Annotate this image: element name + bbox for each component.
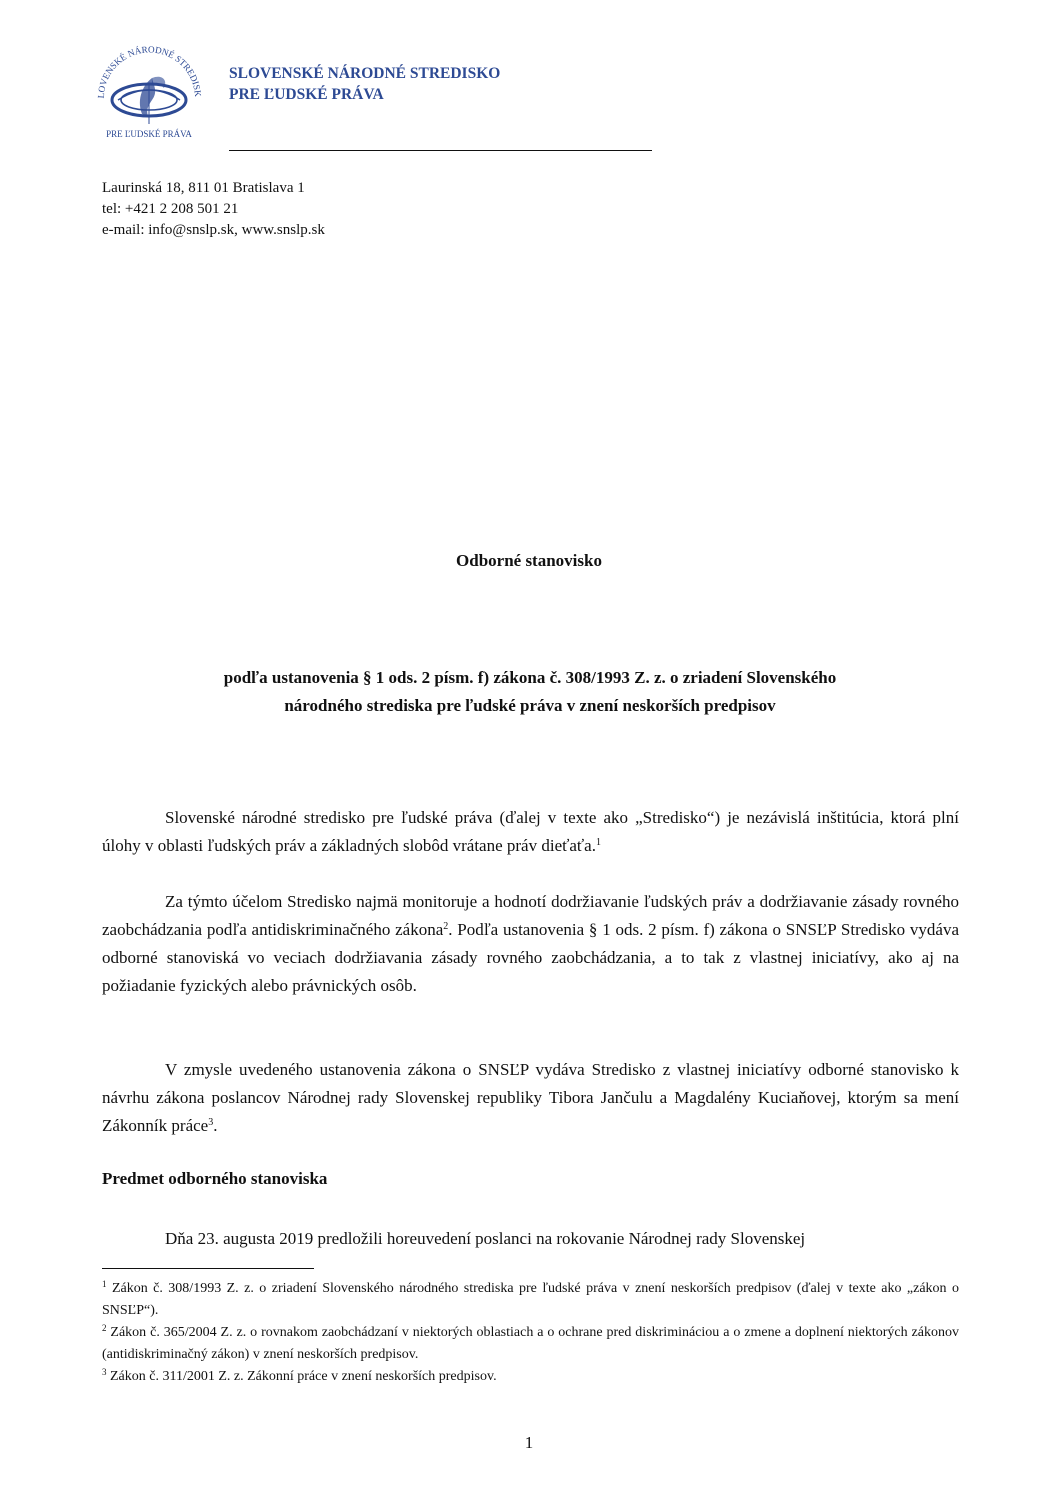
paragraph-2-text-b: . Podľa ustanovenia § 1 ods. 2 písm. f) zákona o SNSĽP Stredisko vydáva odborné stanoviská vo veciach dodržiavania zásady rovného zaobchádzania, a to tak z vlastnej iniciatívy, ako aj na požiadanie fyzických alebo právnických osôb.: [102, 920, 959, 995]
footnote-ref-1[interactable]: 1: [595, 837, 601, 848]
organization-name: [229, 63, 500, 105]
paragraph-1-text: Slovenské národné stredisko pre ľudské práva (ďalej v texte ako „Stredisko“) je nezávislá inštitúcia, ktorá plní úlohy v oblasti ľudských práv a základných slobôd vrátane práv dieťaťa.: [102, 808, 959, 855]
subtitle-line1: podľa ustanovenia § 1 ods. 2 písm. f) zákona č. 308/1993 Z. z. o zriadení Slovenského: [223, 668, 837, 687]
footnote-3-text: Zákon č. 311/2001 Z. z. Zákonní práce v znení neskorších predpisov.: [106, 1369, 497, 1384]
page-number: 1: [524, 1433, 534, 1452]
document-title: Odborné stanovisko: [456, 551, 602, 570]
paragraph-1: [102, 804, 959, 860]
address-street: Laurinská 18, 811 01 Bratislava 1: [102, 180, 305, 196]
paragraph-3: [102, 1056, 959, 1140]
address-block: [102, 178, 325, 241]
paragraph-4: [102, 1225, 959, 1253]
org-name-line1: SLOVENSKÉ NÁRODNÉ STREDISKO: [229, 65, 501, 82]
footnote-ref-3[interactable]: 3: [208, 1117, 214, 1128]
footnote-3: [102, 1366, 959, 1388]
paragraph-2: [102, 888, 959, 1000]
footnote-ref-2[interactable]: 2: [443, 921, 449, 932]
paragraph-4-text: Dňa 23. augusta 2019 predložili horeuvedení poslanci na rokovanie Národnej rady Slovenskej: [165, 1229, 806, 1248]
footnote-1-number: 1: [102, 1279, 107, 1289]
footnotes: [102, 1278, 959, 1388]
address-phone: tel: +421 2 208 501 21: [102, 201, 239, 217]
document-subtitle: [100, 664, 960, 720]
section-heading: Predmet odborného stanoviska: [102, 1169, 328, 1188]
paragraph-3-text: V zmysle uvedeného ustanovenia zákona o SNSĽP vydáva Stredisko z vlastnej iniciatívy odborné stanovisko k návrhu zákona poslancov Národnej rady Slovenskej republiky Tibora Jančulu a Magdalény Kuciaňovej, ktorým sa mení Zákonník práce: [102, 1060, 959, 1135]
footnote-2: [102, 1322, 959, 1366]
header-divider: [229, 150, 652, 151]
footnote-1: [102, 1278, 959, 1322]
footnote-3-number: 3: [102, 1367, 107, 1377]
footnote-2-text: Zákon č. 365/2004 Z. z. o rovnakom zaobchádzaní v niektorých oblastiach a o ochrane pred diskrimináciou a o zmene a doplnení niektorých zákonov (antidiskriminačný zákon) v znení neskorších predpisov.: [102, 1325, 959, 1362]
paragraph-2-text-a: Za týmto účelom Stredisko najmä monitoruje a hodnotí dodržiavanie ľudských práv a dodržiavanie zásady rovného zaobchádzania podľa antidiskriminačného zákona: [102, 892, 959, 939]
address-email: e-mail: info@snslp.sk, www.snslp.sk: [102, 222, 325, 238]
footnote-divider: [102, 1268, 314, 1269]
logo-text-bottom: PRE ĽUDSKÉ PRÁVA: [106, 129, 192, 139]
subtitle-line2: národného strediska pre ľudské práva v znení neskorších predpisov: [284, 696, 776, 715]
logo-text-top: LOVENSKÉ NÁRODNÉ STREDISK: [95, 44, 204, 99]
organization-logo: [92, 40, 207, 150]
footnote-2-number: 2: [102, 1323, 107, 1333]
footnote-1-text: Zákon č. 308/1993 Z. z. o zriadení Slovenského národného strediska pre ľudské práva v znení neskorších predpisov (ďalej v texte ako „zákon o SNSĽP“).: [102, 1281, 959, 1318]
paragraph-3-end: .: [213, 1116, 218, 1135]
org-name-line2: PRE ĽUDSKÉ PRÁVA: [229, 86, 384, 103]
